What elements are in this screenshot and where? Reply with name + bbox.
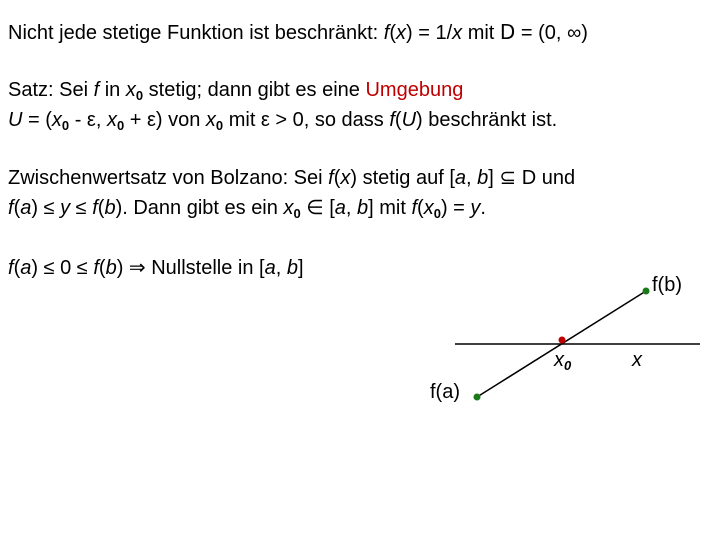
f-symbol: f (8, 257, 14, 279)
x-symbol: x (106, 109, 117, 131)
nullstelle-text: ( (98, 257, 106, 279)
zws-text: ] mit (368, 197, 412, 219)
x-symbol: x (205, 109, 216, 131)
header-tail: = (0, ∞) (515, 22, 588, 44)
zws-text: ) stetig auf [ (350, 167, 455, 189)
f-symbol: f (92, 197, 98, 219)
zws-text: ≤ (70, 197, 93, 219)
satz-text: mit ε > 0, so dass (223, 109, 390, 131)
satz-text: = ( (22, 109, 52, 131)
a-symbol: a (454, 167, 467, 189)
f-symbol: f (328, 167, 334, 189)
point-x0 (559, 337, 566, 344)
subscript: 0 (135, 88, 144, 103)
zws-text: , (345, 197, 358, 219)
subscript: 0 (61, 118, 70, 133)
point-fb (643, 288, 650, 295)
header-line: Nicht jede stetige Funktion ist beschränkt: f(x) = 1/x mit D = (0, ∞) (8, 20, 588, 44)
b-symbol: b (104, 197, 116, 219)
satz-text: in (99, 79, 126, 101)
x0-letter: x (554, 349, 564, 371)
point-fa (474, 394, 481, 401)
f-symbol: f (411, 197, 418, 219)
b-symbol: b (357, 197, 369, 219)
x-symbol: x (283, 197, 294, 219)
nullstelle-text: ] (297, 257, 304, 279)
x-symbol: x (452, 22, 463, 44)
umgebung-term: Umgebung (365, 79, 464, 101)
nullstelle-text: ) ≤ 0 ≤ (31, 257, 94, 279)
header-prefix: Nicht jede stetige Funktion ist beschränkt: (8, 22, 384, 44)
f-symbol: f (389, 109, 395, 131)
u-symbol: U (401, 109, 417, 131)
header-eq: = 1/ (412, 22, 453, 44)
satz-text: stetig; dann gibt es eine (143, 79, 366, 101)
x0-subscript: 0 (564, 358, 572, 373)
x-symbol: x (340, 167, 351, 189)
zws-text: ( (417, 197, 424, 219)
a-symbol: a (334, 197, 346, 219)
x-symbol: x (423, 197, 434, 219)
x-symbol: x (395, 22, 406, 44)
subscript: 0 (116, 118, 125, 133)
zws-text: . (480, 197, 486, 219)
nullstelle-text: ( (13, 257, 21, 279)
subscript: 0 (433, 206, 441, 221)
f-symbol: f (8, 197, 14, 219)
x0-label (554, 348, 571, 372)
x-symbol: x (125, 79, 136, 101)
header-mit: mit (462, 22, 500, 44)
b-symbol: b (105, 257, 117, 279)
zws-text: , (466, 167, 478, 189)
a-symbol: a (20, 197, 32, 219)
b-symbol: b (286, 257, 298, 279)
fb-label: f(b) (652, 274, 682, 296)
zws-text: ] ⊆ D und (488, 167, 576, 189)
u-symbol: U (8, 109, 23, 131)
y-symbol: y (470, 197, 481, 219)
x-symbol: x (51, 109, 62, 131)
satz-text: + ε) von (124, 109, 206, 131)
f-symbol: f (93, 79, 100, 101)
nullstelle-text: , (275, 257, 287, 279)
fa-label: f(a) (430, 381, 460, 403)
b-symbol: b (477, 167, 489, 189)
nullstelle-text: ) ⇒ Nullstelle in [ (116, 257, 265, 279)
subscript: 0 (215, 118, 224, 133)
zws-text: ) ≤ (31, 197, 61, 219)
domain-symbol: D (499, 20, 516, 44)
satz-text: Satz: Sei (8, 79, 94, 101)
zws-text: Zwischenwertsatz von Bolzano: Sei (8, 167, 329, 189)
subscript: 0 (293, 206, 301, 221)
x-label: x (632, 349, 642, 371)
f-symbol: f (93, 257, 99, 279)
zws-text: ). Dann gibt es ein (115, 197, 284, 219)
a-symbol: a (264, 257, 276, 279)
zws-text: ( (97, 197, 105, 219)
a-symbol: a (20, 257, 32, 279)
zws-text: ( (333, 167, 341, 189)
satz-text: ) beschränkt ist. (416, 109, 558, 131)
zws-text: ) = (440, 197, 471, 219)
zws-text: ( (13, 197, 21, 219)
satz-text: ( (394, 109, 402, 131)
y-symbol: y (60, 197, 71, 219)
zws-text: ∈ [ (300, 197, 335, 219)
satz-text: - ε, (69, 109, 107, 131)
f-symbol: f (383, 22, 390, 44)
